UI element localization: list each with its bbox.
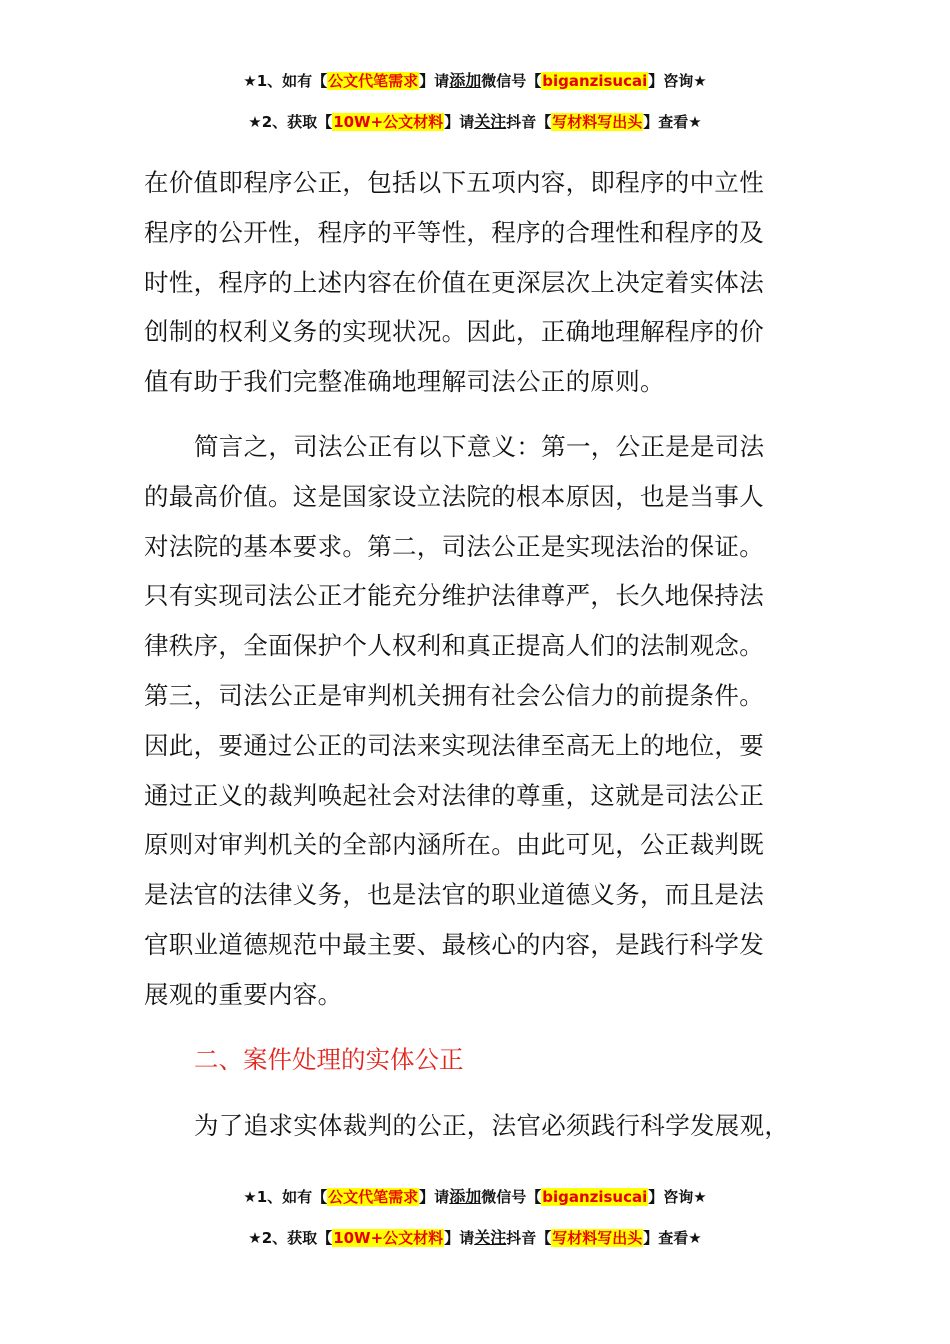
banner-text: 】查看★ <box>643 113 702 131</box>
paragraph-line: 通过正义的裁判唤起社会对法律的尊重，这就是司法公正 <box>144 780 764 810</box>
banner-highlight: 10W+公文材料 <box>333 1229 444 1247</box>
banner-text: 】请 <box>419 72 450 90</box>
banner-underlined-text: 添加 <box>449 1187 482 1206</box>
top-banner-line-2 <box>0 111 950 133</box>
paragraph-line: 律秩序，全面保护个人权利和真正提高人们的法制观念。 <box>144 631 764 661</box>
paragraph-line: 在价值即程序公正，包括以下五项内容，即程序的中立性 <box>144 168 764 197</box>
banner-text: 抖音【 <box>506 1229 552 1247</box>
banner-text: 微信号【 <box>481 72 542 90</box>
banner-text: ★1、如有【 <box>243 1188 328 1206</box>
banner-underlined-text: 添加 <box>449 71 482 90</box>
paragraph-line: 的最高价值。这是国家设立法院的根本原因，也是当事人 <box>144 481 764 511</box>
paragraph-line: 值有助于我们完整准确地理解司法公正的原则。 <box>144 367 665 397</box>
banner-highlight: 公文代笔需求 <box>328 72 419 90</box>
banner-text: 微信号【 <box>481 1188 542 1206</box>
banner-text: 】请 <box>444 113 475 131</box>
paragraph-line: 程序的公开性，程序的平等性，程序的合理性和程序的及 <box>144 217 764 247</box>
paragraph-line: 展观的重要内容。 <box>144 979 343 1009</box>
paragraph-line: 创制的权利义务的实现状况。因此，正确地理解程序的价 <box>144 317 764 347</box>
paragraph-line: 为了追求实体裁判的公正，法官必须践行科学发展观， <box>194 1111 790 1140</box>
banner-wechat-id: biganzisucai <box>542 1188 648 1206</box>
paragraph-line: 因此，要通过公正的司法来实现法律至高无上的地位，要 <box>144 730 764 760</box>
paragraph-line: 只有实现司法公正才能充分维护法律尊严，长久地保持法 <box>144 581 764 611</box>
section-heading: 二、案件处理的实体公正 <box>194 1045 464 1074</box>
banner-text: 】查看★ <box>643 1229 702 1247</box>
paragraph-line: 是法官的法律义务，也是法官的职业道德义务，而且是法 <box>144 880 764 910</box>
paragraph-line: 对法院的基本要求。第二，司法公正是实现法治的保证。 <box>144 531 764 561</box>
banner-text: ★2、获取【 <box>248 113 333 131</box>
banner-text: 】请 <box>444 1229 475 1247</box>
bottom-banner-line-2 <box>0 1227 950 1249</box>
banner-douyin-id: 写材料写出头 <box>552 113 643 131</box>
paragraph-1 <box>144 158 824 407</box>
paragraph-line: 官职业道德规范中最主要、最核心的内容，是践行科学发 <box>144 929 764 959</box>
banner-text: 】咨询★ <box>648 72 707 90</box>
paragraph-2 <box>144 422 824 1020</box>
banner-text: ★1、如有【 <box>243 72 328 90</box>
paragraph-line: 简言之，司法公正有以下意义：第一，公正是是司法 <box>194 432 765 461</box>
banner-text: 抖音【 <box>506 113 552 131</box>
bottom-banner-line-1 <box>0 1186 950 1208</box>
paragraph-line: 时性，程序的上述内容在价值在更深层次上决定着实体法 <box>144 267 764 297</box>
paragraph-line: 第三，司法公正是审判机关拥有社会公信力的前提条件。 <box>144 680 764 710</box>
paragraph-3 <box>144 1101 824 1151</box>
banner-underlined-text: 关注 <box>474 112 507 131</box>
top-banner-line-1 <box>0 70 950 92</box>
paragraph-line: 原则对审判机关的全部内涵所在。由此可见，公正裁判既 <box>144 830 764 860</box>
banner-highlight: 公文代笔需求 <box>328 1188 419 1206</box>
banner-underlined-text: 关注 <box>474 1228 507 1247</box>
banner-highlight: 10W+公文材料 <box>333 113 444 131</box>
banner-text: ★2、获取【 <box>248 1229 333 1247</box>
banner-text: 】请 <box>419 1188 450 1206</box>
banner-text: 】咨询★ <box>648 1188 707 1206</box>
banner-douyin-id: 写材料写出头 <box>552 1229 643 1247</box>
banner-wechat-id: biganzisucai <box>542 72 648 90</box>
